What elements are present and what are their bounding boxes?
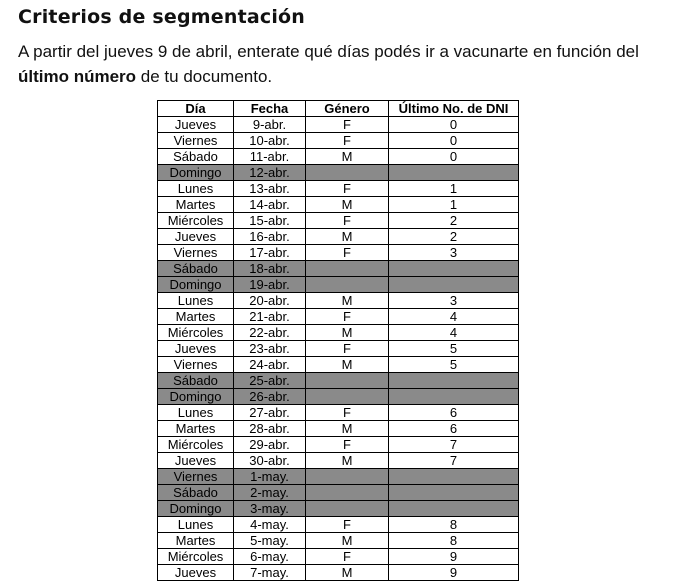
cell-fecha: 18-abr. bbox=[234, 261, 306, 277]
cell-genero: F bbox=[306, 405, 389, 421]
cell-dni bbox=[389, 261, 519, 277]
table-row bbox=[158, 213, 519, 229]
cell-dni: 5 bbox=[389, 357, 519, 373]
cell-genero bbox=[306, 373, 389, 389]
header-dni: Último No. de DNI bbox=[389, 101, 519, 117]
segmentation-table bbox=[157, 100, 519, 581]
cell-dni: 8 bbox=[389, 517, 519, 533]
table-row bbox=[158, 405, 519, 421]
cell-fecha: 16-abr. bbox=[234, 229, 306, 245]
cell-dni bbox=[389, 501, 519, 517]
table-row bbox=[158, 517, 519, 533]
cell-dni: 1 bbox=[389, 197, 519, 213]
cell-genero: M bbox=[306, 149, 389, 165]
table-row bbox=[158, 533, 519, 549]
table-row bbox=[158, 357, 519, 373]
table-row bbox=[158, 245, 519, 261]
table-row bbox=[158, 373, 519, 389]
table-row bbox=[158, 325, 519, 341]
cell-fecha: 12-abr. bbox=[234, 165, 306, 181]
cell-genero: M bbox=[306, 293, 389, 309]
table-row bbox=[158, 453, 519, 469]
table-row bbox=[158, 229, 519, 245]
table-row bbox=[158, 469, 519, 485]
cell-dni: 0 bbox=[389, 149, 519, 165]
cell-fecha: 27-abr. bbox=[234, 405, 306, 421]
cell-fecha: 23-abr. bbox=[234, 341, 306, 357]
cell-dia: Miércoles bbox=[158, 549, 234, 565]
cell-dni: 3 bbox=[389, 245, 519, 261]
intro-text-bold: último número bbox=[18, 67, 137, 86]
cell-dni: 5 bbox=[389, 341, 519, 357]
cell-fecha: 3-may. bbox=[234, 501, 306, 517]
cell-fecha: 2-may. bbox=[234, 485, 306, 501]
table-row bbox=[158, 437, 519, 453]
cell-fecha: 26-abr. bbox=[234, 389, 306, 405]
cell-fecha: 11-abr. bbox=[234, 149, 306, 165]
table-body bbox=[158, 117, 519, 581]
cell-dia: Sábado bbox=[158, 373, 234, 389]
cell-fecha: 29-abr. bbox=[234, 437, 306, 453]
cell-fecha: 4-may. bbox=[234, 517, 306, 533]
cell-genero: F bbox=[306, 437, 389, 453]
header-dia: Día bbox=[158, 101, 234, 117]
cell-genero bbox=[306, 501, 389, 517]
cell-dia: Lunes bbox=[158, 405, 234, 421]
cell-fecha: 9-abr. bbox=[234, 117, 306, 133]
cell-dia: Jueves bbox=[158, 453, 234, 469]
cell-dia: Sábado bbox=[158, 149, 234, 165]
table-row bbox=[158, 181, 519, 197]
cell-dia: Domingo bbox=[158, 501, 234, 517]
cell-genero bbox=[306, 261, 389, 277]
table-row bbox=[158, 501, 519, 517]
cell-dni: 8 bbox=[389, 533, 519, 549]
cell-dni: 9 bbox=[389, 565, 519, 581]
table-row bbox=[158, 309, 519, 325]
table-row bbox=[158, 149, 519, 165]
table-row bbox=[158, 277, 519, 293]
header-fecha: Fecha bbox=[234, 101, 306, 117]
cell-dia: Martes bbox=[158, 421, 234, 437]
cell-dia: Lunes bbox=[158, 517, 234, 533]
cell-dia: Jueves bbox=[158, 229, 234, 245]
cell-genero bbox=[306, 485, 389, 501]
cell-dia: Domingo bbox=[158, 389, 234, 405]
cell-genero: M bbox=[306, 421, 389, 437]
page-title: Criterios de segmentación bbox=[18, 6, 306, 28]
table-row bbox=[158, 389, 519, 405]
cell-genero: F bbox=[306, 133, 389, 149]
table-row bbox=[158, 293, 519, 309]
cell-genero: F bbox=[306, 549, 389, 565]
cell-genero: F bbox=[306, 341, 389, 357]
table-row bbox=[158, 133, 519, 149]
cell-genero bbox=[306, 277, 389, 293]
cell-genero: F bbox=[306, 517, 389, 533]
cell-fecha: 28-abr. bbox=[234, 421, 306, 437]
cell-genero bbox=[306, 389, 389, 405]
table-row bbox=[158, 341, 519, 357]
cell-dni bbox=[389, 485, 519, 501]
table-row bbox=[158, 261, 519, 277]
cell-dia: Viernes bbox=[158, 245, 234, 261]
cell-dni: 7 bbox=[389, 453, 519, 469]
cell-genero: M bbox=[306, 325, 389, 341]
cell-dni: 4 bbox=[389, 325, 519, 341]
cell-dni: 7 bbox=[389, 437, 519, 453]
table-row bbox=[158, 565, 519, 581]
cell-dni: 3 bbox=[389, 293, 519, 309]
table-row bbox=[158, 117, 519, 133]
cell-fecha: 24-abr. bbox=[234, 357, 306, 373]
cell-genero bbox=[306, 165, 389, 181]
cell-fecha: 22-abr. bbox=[234, 325, 306, 341]
cell-dia: Jueves bbox=[158, 565, 234, 581]
cell-dia: Miércoles bbox=[158, 213, 234, 229]
cell-fecha: 10-abr. bbox=[234, 133, 306, 149]
cell-fecha: 30-abr. bbox=[234, 453, 306, 469]
intro-text-part2: de tu documento. bbox=[136, 67, 273, 86]
table-row bbox=[158, 165, 519, 181]
cell-fecha: 13-abr. bbox=[234, 181, 306, 197]
cell-dia: Domingo bbox=[158, 165, 234, 181]
cell-dni bbox=[389, 165, 519, 181]
cell-dni: 0 bbox=[389, 117, 519, 133]
cell-genero: F bbox=[306, 309, 389, 325]
cell-dni: 6 bbox=[389, 405, 519, 421]
cell-fecha: 21-abr. bbox=[234, 309, 306, 325]
table-row bbox=[158, 549, 519, 565]
cell-genero: M bbox=[306, 565, 389, 581]
intro-text-part1: A partir del jueves 9 de abril, enterate qué días podés ir a vacunarte en función del bbox=[18, 42, 639, 61]
header-genero: Género bbox=[306, 101, 389, 117]
cell-genero: F bbox=[306, 213, 389, 229]
cell-dni bbox=[389, 277, 519, 293]
table-header-row bbox=[158, 101, 519, 117]
cell-genero: F bbox=[306, 181, 389, 197]
cell-genero bbox=[306, 469, 389, 485]
cell-dni: 1 bbox=[389, 181, 519, 197]
cell-dia: Miércoles bbox=[158, 437, 234, 453]
cell-dia: Lunes bbox=[158, 181, 234, 197]
cell-fecha: 7-may. bbox=[234, 565, 306, 581]
cell-genero: M bbox=[306, 229, 389, 245]
cell-fecha: 20-abr. bbox=[234, 293, 306, 309]
cell-genero: M bbox=[306, 533, 389, 549]
cell-dia: Sábado bbox=[158, 261, 234, 277]
cell-fecha: 17-abr. bbox=[234, 245, 306, 261]
cell-dni: 0 bbox=[389, 133, 519, 149]
cell-dia: Domingo bbox=[158, 277, 234, 293]
cell-dia: Viernes bbox=[158, 357, 234, 373]
cell-fecha: 15-abr. bbox=[234, 213, 306, 229]
table-row bbox=[158, 421, 519, 437]
cell-fecha: 19-abr. bbox=[234, 277, 306, 293]
cell-dia: Viernes bbox=[158, 469, 234, 485]
cell-fecha: 1-may. bbox=[234, 469, 306, 485]
cell-fecha: 6-may. bbox=[234, 549, 306, 565]
cell-fecha: 14-abr. bbox=[234, 197, 306, 213]
cell-genero: M bbox=[306, 357, 389, 373]
cell-genero: F bbox=[306, 245, 389, 261]
cell-dia: Miércoles bbox=[158, 325, 234, 341]
table-row bbox=[158, 197, 519, 213]
intro-paragraph bbox=[18, 39, 668, 89]
cell-dia: Sábado bbox=[158, 485, 234, 501]
cell-dni bbox=[389, 373, 519, 389]
cell-dni: 2 bbox=[389, 229, 519, 245]
cell-dia: Martes bbox=[158, 197, 234, 213]
cell-dni: 4 bbox=[389, 309, 519, 325]
cell-dni: 6 bbox=[389, 421, 519, 437]
cell-dia: Martes bbox=[158, 533, 234, 549]
cell-dni: 2 bbox=[389, 213, 519, 229]
cell-dni bbox=[389, 389, 519, 405]
cell-dia: Jueves bbox=[158, 341, 234, 357]
cell-dia: Martes bbox=[158, 309, 234, 325]
cell-fecha: 25-abr. bbox=[234, 373, 306, 389]
table-row bbox=[158, 485, 519, 501]
cell-dni: 9 bbox=[389, 549, 519, 565]
cell-dia: Lunes bbox=[158, 293, 234, 309]
cell-genero: F bbox=[306, 117, 389, 133]
cell-fecha: 5-may. bbox=[234, 533, 306, 549]
cell-genero: M bbox=[306, 453, 389, 469]
cell-dni bbox=[389, 469, 519, 485]
cell-dia: Viernes bbox=[158, 133, 234, 149]
cell-genero: M bbox=[306, 197, 389, 213]
cell-dia: Jueves bbox=[158, 117, 234, 133]
